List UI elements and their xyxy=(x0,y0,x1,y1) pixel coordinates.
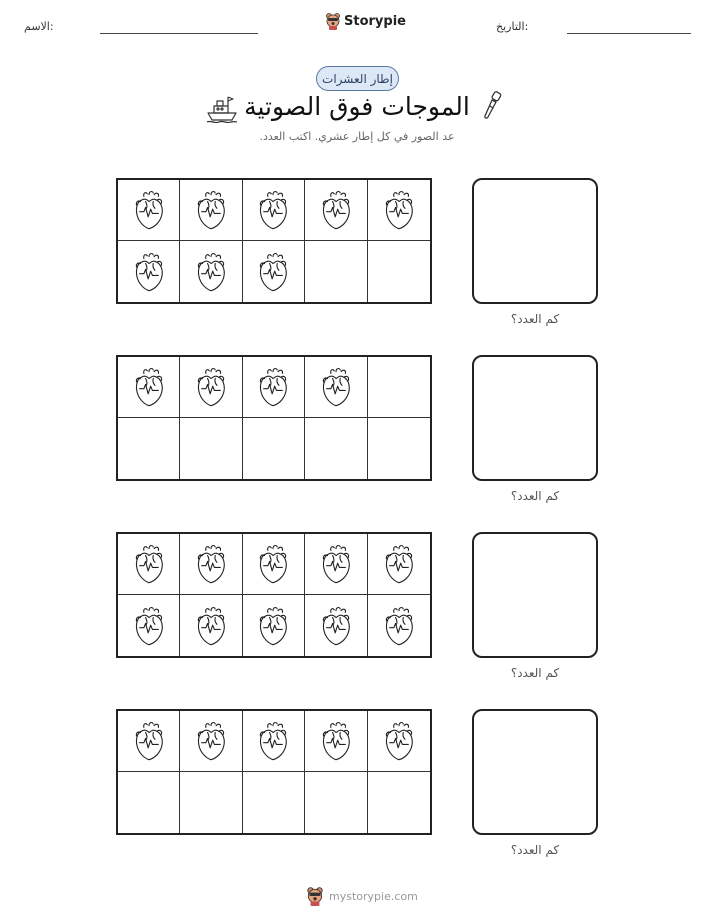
ten-frame-cell xyxy=(243,534,305,595)
ten-frame xyxy=(116,355,432,481)
heart-icon xyxy=(382,189,416,231)
answer-prompt: كم العدد؟ xyxy=(510,666,560,680)
ten-frame-cell xyxy=(180,418,242,479)
page-title: الموجات فوق الصوتية xyxy=(244,92,470,121)
heart-icon xyxy=(256,189,290,231)
ten-frame-cell xyxy=(243,772,305,833)
ten-frame-cell xyxy=(180,534,242,595)
ten-frame-cell xyxy=(118,180,180,241)
ten-frame-cell xyxy=(305,357,367,418)
ten-frame-cell xyxy=(243,418,305,479)
heart-icon xyxy=(382,543,416,585)
ten-frame-cell xyxy=(368,595,430,656)
ten-frame-cell xyxy=(180,357,242,418)
date-label: التاريخ: xyxy=(496,20,529,33)
heart-icon xyxy=(256,251,290,293)
ten-frame-cell xyxy=(118,711,180,772)
heart-icon xyxy=(132,605,166,647)
ten-frame-cell xyxy=(118,772,180,833)
heart-icon xyxy=(319,189,353,231)
ten-frame-cell xyxy=(305,595,367,656)
name-line[interactable] xyxy=(100,33,258,34)
ten-frame-cell xyxy=(305,711,367,772)
ten-frame-cell xyxy=(368,241,430,302)
answer-box[interactable] xyxy=(472,532,598,658)
heart-icon xyxy=(132,543,166,585)
footer xyxy=(305,886,418,906)
instructions: عد الصور في كل إطار عشري. اكتب العدد. xyxy=(259,130,455,143)
date-line[interactable] xyxy=(567,33,691,34)
answer-prompt: كم العدد؟ xyxy=(510,489,560,503)
ten-frame-cell xyxy=(368,772,430,833)
heart-icon xyxy=(319,543,353,585)
heart-icon xyxy=(132,720,166,762)
ten-frame xyxy=(116,178,432,304)
ten-frame-cell xyxy=(243,595,305,656)
ten-frame-cell xyxy=(118,595,180,656)
ten-frame-cell xyxy=(243,241,305,302)
ten-frame-cell xyxy=(305,534,367,595)
heart-icon xyxy=(319,366,353,408)
heart-icon xyxy=(132,366,166,408)
heart-icon xyxy=(256,366,290,408)
heart-icon xyxy=(194,605,228,647)
ten-frame-cell xyxy=(368,180,430,241)
ten-frame-cell xyxy=(180,180,242,241)
answer-prompt: كم العدد؟ xyxy=(510,312,560,326)
ten-frame-cell xyxy=(368,418,430,479)
name-label: الاسم: xyxy=(24,20,54,33)
ten-frame-cell xyxy=(180,772,242,833)
ship-icon xyxy=(206,95,238,123)
ten-frame-cell xyxy=(180,711,242,772)
heart-icon xyxy=(194,366,228,408)
footer-url[interactable]: mystorypie.com xyxy=(329,889,418,903)
heart-icon xyxy=(319,605,353,647)
heart-icon xyxy=(132,251,166,293)
ten-frame-cell xyxy=(180,241,242,302)
ten-frame-cell xyxy=(368,711,430,772)
bear-icon xyxy=(325,12,341,30)
heart-icon xyxy=(194,251,228,293)
ten-frame-cell xyxy=(118,534,180,595)
answer-box[interactable] xyxy=(472,178,598,304)
ten-frame-cell xyxy=(118,241,180,302)
heart-icon xyxy=(194,720,228,762)
ten-frame-cell xyxy=(368,357,430,418)
topic-tag: إطار العشرات xyxy=(316,66,399,91)
ten-frame-cell xyxy=(305,180,367,241)
answer-box[interactable] xyxy=(472,355,598,481)
brand-name: Storypie xyxy=(344,13,406,29)
ten-frame-cell xyxy=(243,711,305,772)
ten-frame-cell xyxy=(243,357,305,418)
heart-icon xyxy=(132,189,166,231)
ten-frame-cell xyxy=(305,418,367,479)
heart-icon xyxy=(319,720,353,762)
heart-icon xyxy=(382,605,416,647)
ten-frame xyxy=(116,532,432,658)
ten-frame-cell xyxy=(368,534,430,595)
heart-icon xyxy=(382,720,416,762)
ten-frame-cell xyxy=(180,595,242,656)
heart-icon xyxy=(256,543,290,585)
ten-frame-cell xyxy=(118,357,180,418)
ultrasound-probe-icon xyxy=(479,90,505,122)
bear-icon xyxy=(305,886,325,906)
brand-logo xyxy=(325,12,406,30)
heart-icon xyxy=(194,189,228,231)
answer-prompt: كم العدد؟ xyxy=(510,843,560,857)
heart-icon xyxy=(256,605,290,647)
ten-frame-cell xyxy=(243,180,305,241)
heart-icon xyxy=(194,543,228,585)
ten-frame-cell xyxy=(118,418,180,479)
heart-icon xyxy=(256,720,290,762)
ten-frame-cell xyxy=(305,241,367,302)
ten-frame-cell xyxy=(305,772,367,833)
answer-box[interactable] xyxy=(472,709,598,835)
ten-frame xyxy=(116,709,432,835)
